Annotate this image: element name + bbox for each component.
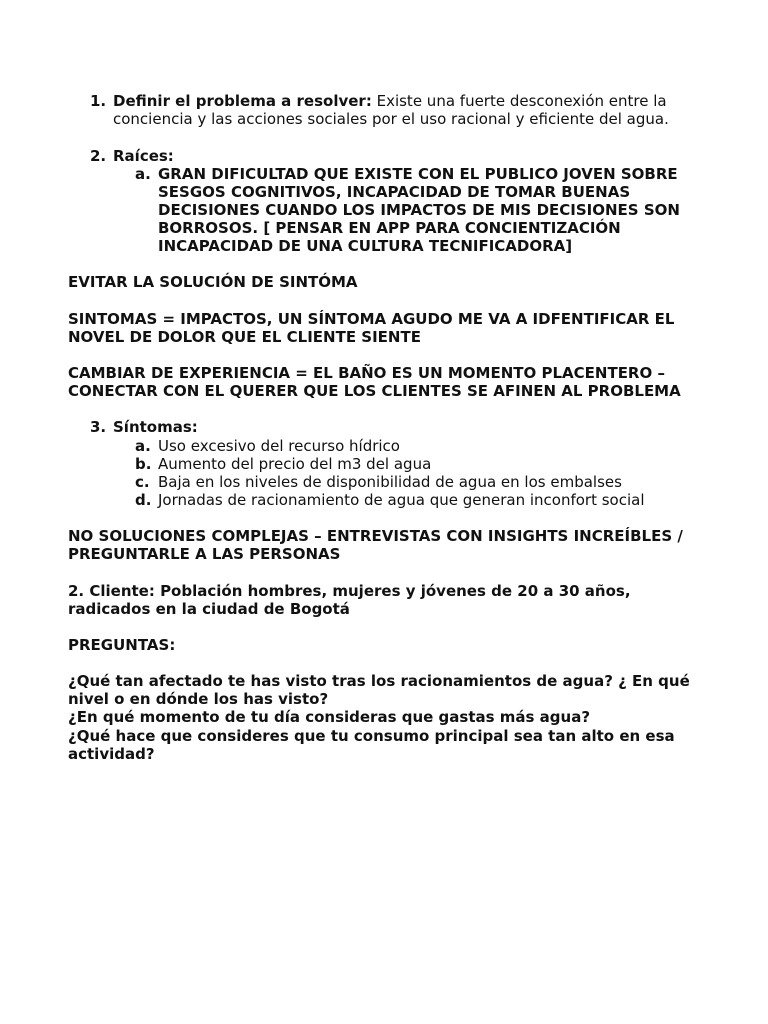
note-evitar: EVITAR LA SOLUCIÓN DE SINTÓMA — [68, 273, 358, 291]
sub-item-text: Uso excesivo del recurso hídrico — [158, 437, 400, 455]
question-1: ¿Qué tan afectado te has visto tras los racionamientos de agua? ¿ En qué nivel o en dónde los has visto? — [68, 672, 690, 708]
sub-item-text: Aumento del precio del m3 del agua — [158, 455, 432, 473]
list-number: 2. — [90, 147, 107, 165]
note-no-soluciones: NO SOLUCIONES COMPLEJAS – ENTREVISTAS CON INSIGHTS INCREÍBLES / PREGUNTARLE A LAS PERSONAS — [68, 527, 683, 563]
note-cambiar: CAMBIAR DE EXPERIENCIA = EL BAÑO ES UN MOMENTO PLACENTERO – CONECTAR CON EL QUERER QUE LOS CLIENTES SE AFINEN AL PROBLEMA — [68, 364, 681, 400]
item-heading: Raíces: — [113, 147, 174, 165]
list-number: 1. — [90, 92, 107, 110]
item-heading: Definir el problema a resolver: — [113, 92, 372, 110]
note-sintomas: SINTOMAS = IMPACTOS, UN SÍNTOMA AGUDO ME VA A IDFENTIFICAR EL NOVEL DE DOLOR QUE EL CLIENTE SIENTE — [68, 310, 675, 346]
question-2: ¿En qué momento de tu día consideras que gastas más agua? — [68, 708, 591, 726]
sub-item-text: GRAN DIFICULTAD QUE EXISTE CON EL PUBLICO JOVEN SOBRE SESGOS COGNITIVOS, INCAPACIDAD DE TOMAR BUENAS DECISIONES CUANDO LOS IMPACTOS DE MIS DECISIONES SON BORROSOS. [ PENSAR EN APP PARA CONCIENTIZACIÓN INCAPACIDAD DE UNA CULTURA TECNIFICADORA] — [158, 165, 680, 255]
sub-item-letter: a. — [135, 165, 151, 183]
sub-item-letter: a. — [135, 437, 151, 455]
sub-item-text: Jornadas de racionamiento de agua que generan inconfort social — [158, 491, 645, 509]
sub-item-letter: b. — [135, 455, 152, 473]
preguntas-heading: PREGUNTAS: — [68, 636, 176, 654]
sub-item-letter: d. — [135, 491, 152, 509]
sub-item-text: Baja en los niveles de disponibilidad de agua en los embalses — [158, 473, 622, 491]
list-item-body — [113, 92, 693, 128]
item-text: Existe una fuerte desconexión entre la conciencia y las acciones sociales por el uso racional y eficiente del agua. — [113, 92, 669, 128]
item-heading: Síntomas: — [113, 418, 198, 436]
list-number: 3. — [90, 418, 107, 436]
question-3: ¿Qué hace que consideres que tu consumo principal sea tan alto en esa actividad? — [68, 727, 675, 763]
cliente-paragraph: 2. Cliente: Población hombres, mujeres y jóvenes de 20 a 30 años, radicados en la ciudad de Bogotá — [68, 582, 631, 618]
sub-item-letter: c. — [135, 473, 150, 491]
